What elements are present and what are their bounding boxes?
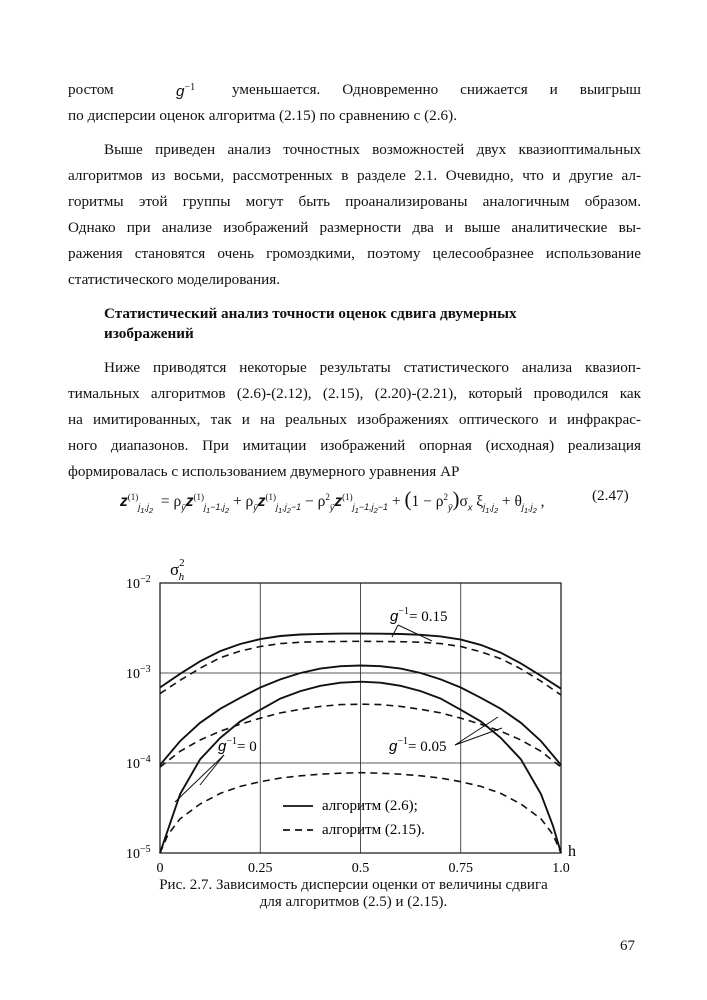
text-line: Однако при анализе изображений размерности два и выше аналитические вы- [68, 219, 641, 236]
legend-label: алгоритм (2.6); [322, 798, 418, 814]
section-heading: Статистический анализ точности оценок сдвига двумерных [104, 305, 517, 322]
y-tick-label: $10^{-2}$ [126, 574, 151, 592]
x-tick-label: 0.75 [448, 861, 473, 875]
y-tick-label: $10^{-3}$ [126, 664, 151, 682]
x-tick-label: 0.25 [248, 861, 273, 875]
annotation-leader [392, 625, 398, 637]
y-axis-label: $\sigma^2$ h [170, 557, 185, 583]
text-segment: уменьшается. Одновременно снижается и выигрыш [232, 81, 641, 98]
text-line: на имитированных, так и на реальных изображениях оптического и инфракрас- [68, 411, 641, 428]
y-tick-label: $10^{-4}$ [126, 754, 151, 772]
figure-caption: для алгоритмов (2.5) и (2.15). [259, 894, 448, 910]
text-line: Выше приведен анализ точностных возможностей двух квазиоптимальных [104, 141, 641, 158]
annotation-leader [398, 625, 432, 641]
figure-caption: Рис. 2.7. Зависимость дисперсии оценки от величины сдвига [159, 877, 548, 893]
text-line: горитмы этой группы могут быть проанализированы аналогичным образом. [68, 193, 641, 210]
annotation-leader [455, 728, 502, 745]
section-heading: изображений [104, 325, 194, 342]
y-tick-label: $10^{-5}$ [126, 844, 151, 862]
legend [283, 798, 425, 838]
annotation-leader [200, 755, 224, 785]
g-inverse-symbol: $g^{-1}$ [176, 82, 196, 101]
g-annotation: $g^{-1}= 0$ [218, 736, 257, 755]
x-tick-label: 1.0 [552, 861, 570, 875]
text-line: ражения становятся очень громоздкими, поэтому целесообразнее использование [68, 245, 641, 262]
g-annotation: $g^{-1}= 0.15$ [390, 606, 448, 625]
text-line: статистического моделирования. [68, 271, 281, 288]
text-line [68, 80, 641, 100]
text-line: по дисперсии оценок алгоритма (2.15) по сравнению с (2.6). [68, 107, 457, 124]
text-line: тимальных алгоритмов (2.6)-(2.12), (2.15), (2.20)-(2.21), который проводился как [68, 385, 641, 402]
figure-2-7-chart [0, 545, 707, 875]
text-line: формировалась с использованием двумерного уравнения АР [68, 463, 460, 480]
text-line: алгоритмов из восьми, рассмотренных в разделе 2.1. Очевидно, что и другие ал- [68, 167, 641, 184]
x-tick-label: 0 [156, 861, 164, 875]
g-annotation: $g^{-1}= 0.05$ [389, 736, 447, 755]
text-line: ного диапазонов. При имитации изображений опорная (исходная) реализация [68, 437, 641, 454]
equation-number: (2.47) [592, 487, 629, 504]
word-rostom: ростом [68, 81, 114, 98]
legend-label: алгоритм (2.15). [322, 822, 425, 838]
x-tick-label: 0.5 [351, 861, 370, 875]
text-line: Ниже приводятся некоторые результаты статистического анализа квазиоп- [104, 359, 641, 376]
x-axis-label: h [568, 843, 576, 860]
page-number: 67 [620, 938, 635, 954]
equation-2-47: $z^{(1)}_{j_1,j_2} = \rho_ÿz^{(1)}_{j_1-1,j_2} + \rho_ÿz^{(1)}_{j_1,j_2-1} - \rho^2_ÿz^{(1)}_{j_1-1,j_2-1} + (1 - \rho^2_ÿ)\sigma_x$ $\xi_{j_1,j_2} + \theta_{j_1,j_2}$ , [120, 487, 545, 516]
